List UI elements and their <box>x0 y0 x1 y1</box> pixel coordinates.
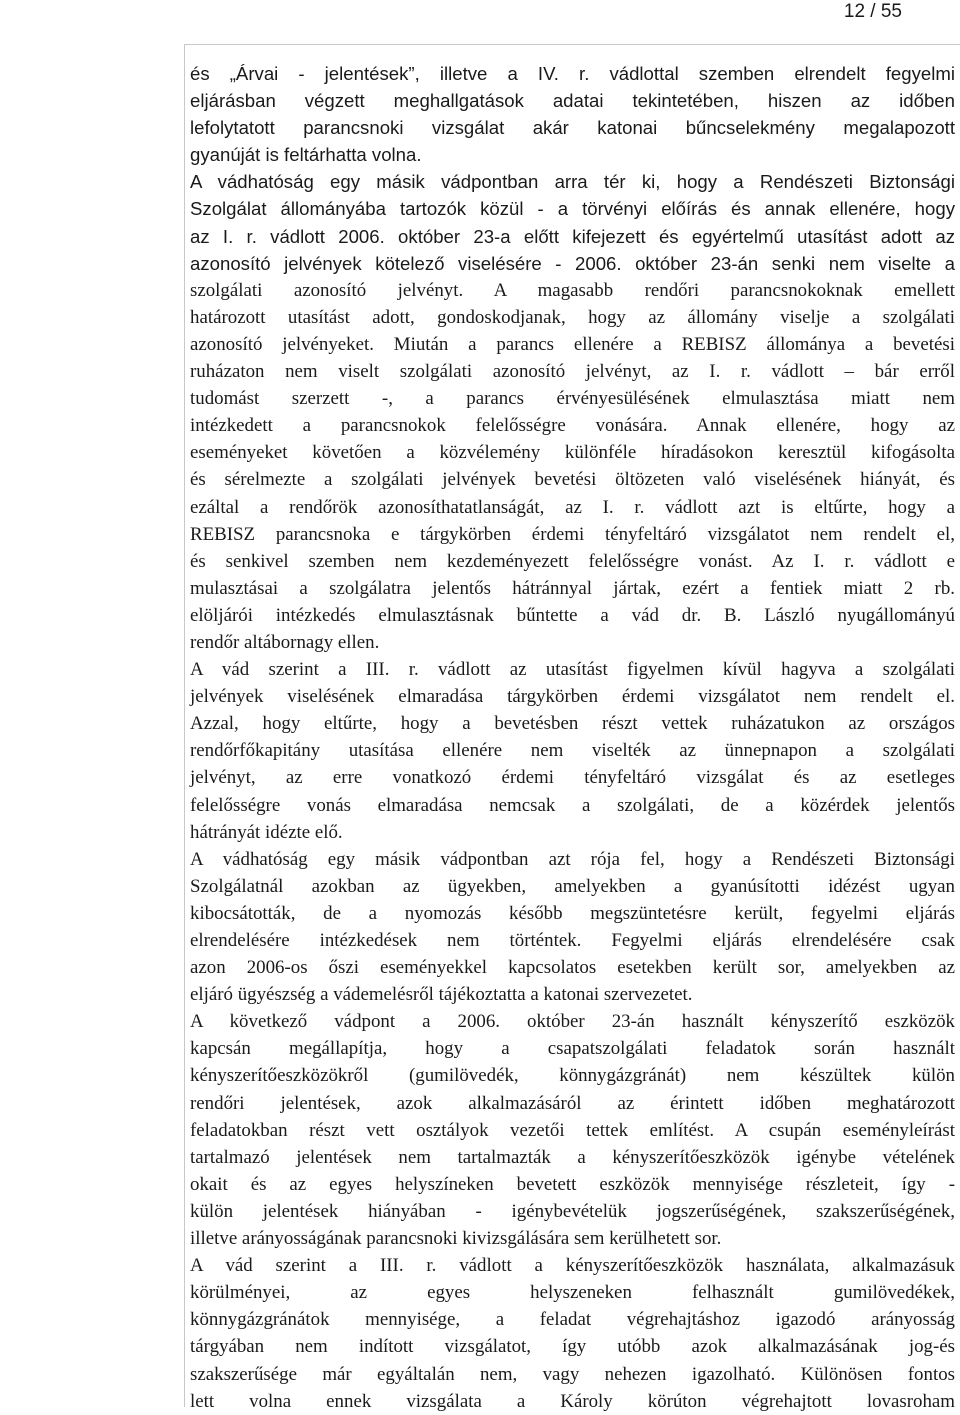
text-line: eseményeket követően a közvélemény különféle híradásokon keresztül kifogásolta <box>190 442 955 464</box>
text-line: és „Árvai - jelentések”, illetve a IV. r. vádlottal szemben elrendelt fegyelmi <box>190 63 955 84</box>
frame-left-border <box>184 44 185 1407</box>
text-line: hátrányát idézte elő. <box>190 821 343 843</box>
text-line: kibocsátották, de a nyomozás később megszüntetésre került, fegyelmi eljárás <box>190 902 955 924</box>
text-line: rendőr altábornagy ellen. <box>190 631 380 653</box>
text-line: illetve arányosságának parancsnoki kivizsgálására sem kerülhetett sor. <box>190 1228 722 1250</box>
text-line: határozott utasítást adott, gondoskodjanak, hogy az állomány viselje a szolgálati <box>190 306 955 328</box>
text-line: eljáró ügyészség a vádemelésről tájékoztatta a katonai szervezetet. <box>190 984 693 1006</box>
text-line: azon 2006-os őszi eseményekkel kapcsolatos esetekben került sor, amelyekben az <box>190 957 955 979</box>
text-line: külön jelentések hiányában - igénybevételük jogszerűségének, szakszerűségének, <box>190 1200 955 1222</box>
text-line: és senkivel szemben nem kezdeményezett felelősségre vonást. Az I. r. vádlott e <box>190 550 955 572</box>
text-line: Szolgálat állományába tartozók közül - a törvényi előírás és annak ellenére, hogy <box>190 198 955 220</box>
text-line: Szolgálatnál azokban az ügyekben, amelyekben a gyanúsítotti idézést ugyan <box>190 875 955 897</box>
text-line: tárgyában nem indított vizsgálatot, így utóbb azok alkalmazásának jog-és <box>190 1336 955 1358</box>
text-line: elrendelésére intézkedések nem történtek. Fegyelmi eljárás elrendelésére csak <box>190 930 955 951</box>
text-line: gyanúját is feltárhatta volna. <box>190 144 422 166</box>
text-line: mulasztásai a szolgálatra jelentős hátránnyal jártak, ezért a fentiek miatt 2 rb. <box>190 577 955 599</box>
text-line: szakszerűsége már egyáltalán nem, vagy nehezen igazolható. Különösen fontos <box>190 1363 955 1385</box>
text-line: REBISZ parancsnoka e tárgykörben érdemi tényfeltáró vizsgálatot nem rendelt el, <box>190 523 955 545</box>
text-line: A vád szerint a III. r. vádlott a kényszerítőeszközök használata, alkalmazásuk <box>190 1255 955 1277</box>
text-line: szolgálati azonosító jelvényt. A magasabb rendőri parancsnokoknak emellett <box>190 279 955 301</box>
text-line: és sérelmezte a szolgálati jelvények bevetési öltözeten való viselésének hiányát, és <box>190 469 955 491</box>
text-line: intézkedett a parancsnokok felelősségre vonására. Annak ellenére, hogy az <box>190 415 955 437</box>
text-line: azonosító jelvények kötelező viselésére - 2006. október 23-án senki nem viselte a <box>190 252 955 274</box>
text-line: azonosító jelvényeket. Miután a parancs ellenére a REBISZ állománya a bevetési <box>190 333 955 355</box>
text-line: az I. r. vádlott 2006. október 23-a előtt kifejezett és egyértelmű utasítást adott az <box>190 225 955 247</box>
text-line: tartalmazó jelentések nem tartalmazták a kényszerítőeszközök igénybe vételének <box>190 1146 955 1168</box>
text-line: eljárásban végzett meghallgatások adatai tekintetében, hiszen az időben <box>190 90 955 112</box>
text-line: feladatokban részt vett osztályok vezetői tettek említést. A csupán eseményleírást <box>190 1119 955 1141</box>
document-body <box>190 60 955 1415</box>
text-line: ruházaton nem viselt szolgálati azonosító jelvényt, az I. r. vádlott – bár erről <box>190 361 955 383</box>
text-line: jelvények viselésének elmaradása tárgykörben érdemi vizsgálatot nem rendelt el. <box>190 686 955 708</box>
text-line: okait és az egyes helyszíneken bevetett eszközök mennyisége részleteit, így - <box>190 1173 955 1195</box>
text-line: rendőri jelentések, azok alkalmazásáról az érintett időben meghatározott <box>190 1092 955 1114</box>
text-line: rendőrfőkapitány utasítása ellenére nem viselték az ünnepnapon a szolgálati <box>190 740 955 762</box>
text-line: könnygázgránátok mennyisége, a feladat végrehajtáshoz igazodó arányosság <box>190 1309 955 1331</box>
text-line: A vád szerint a III. r. vádlott az utasítást figyelmen kívül hagyva a szolgálati <box>190 659 955 681</box>
text-line: jelvényt, az erre vonatkozó érdemi tényfeltáró vizsgálat és az esetleges <box>190 767 955 789</box>
text-line: A vádhatóság egy másik vádpontban azt rója fel, hogy a Rendészeti Biztonsági <box>190 848 955 870</box>
text-line: lett volna ennek vizsgálata a Károly körúton végrehajtott lovasroham <box>190 1390 955 1412</box>
page-number: 12 / 55 <box>843 1 902 22</box>
text-line: kényszerítőeszközökről (gumilövedék, könnygázgránát) nem készültek külön <box>190 1065 955 1087</box>
text-line: kapcsán megállapítja, hogy a csapatszolgálati feladatok során használt <box>190 1038 955 1060</box>
text-line: Azzal, hogy eltűrte, hogy a bevetésben részt vettek ruházatukon az országos <box>190 713 955 735</box>
text-line: A következő vádpont a 2006. október 23-án használt kényszerítő eszközök <box>190 1011 955 1033</box>
text-line: körülményei, az egyes helyszeneken felhasznált gumilövedékek, <box>190 1282 955 1304</box>
text-line: A vádhatóság egy másik vádpontban arra tér ki, hogy a Rendészeti Biztonsági <box>190 171 955 193</box>
text-line: ezáltal a rendőrök azonosíthatatlanságát, az I. r. vádlott azt is eltűrte, hogy a <box>190 496 955 518</box>
text-line: elöljárói intézkedés elmulasztásnak bűntette a vád dr. B. László nyugállományú <box>190 604 955 626</box>
frame-top-border <box>184 44 960 45</box>
text-line: felelősségre vonás elmaradása nemcsak a szolgálati, de a közérdek jelentős <box>190 794 955 816</box>
text-line: tudomást szerzett -, a parancs érvényesülésének elmulasztása miatt nem <box>190 388 955 410</box>
text-line: lefolytatott parancsnoki vizsgálat akár katonai bűncselekmény megalapozott <box>190 117 955 139</box>
